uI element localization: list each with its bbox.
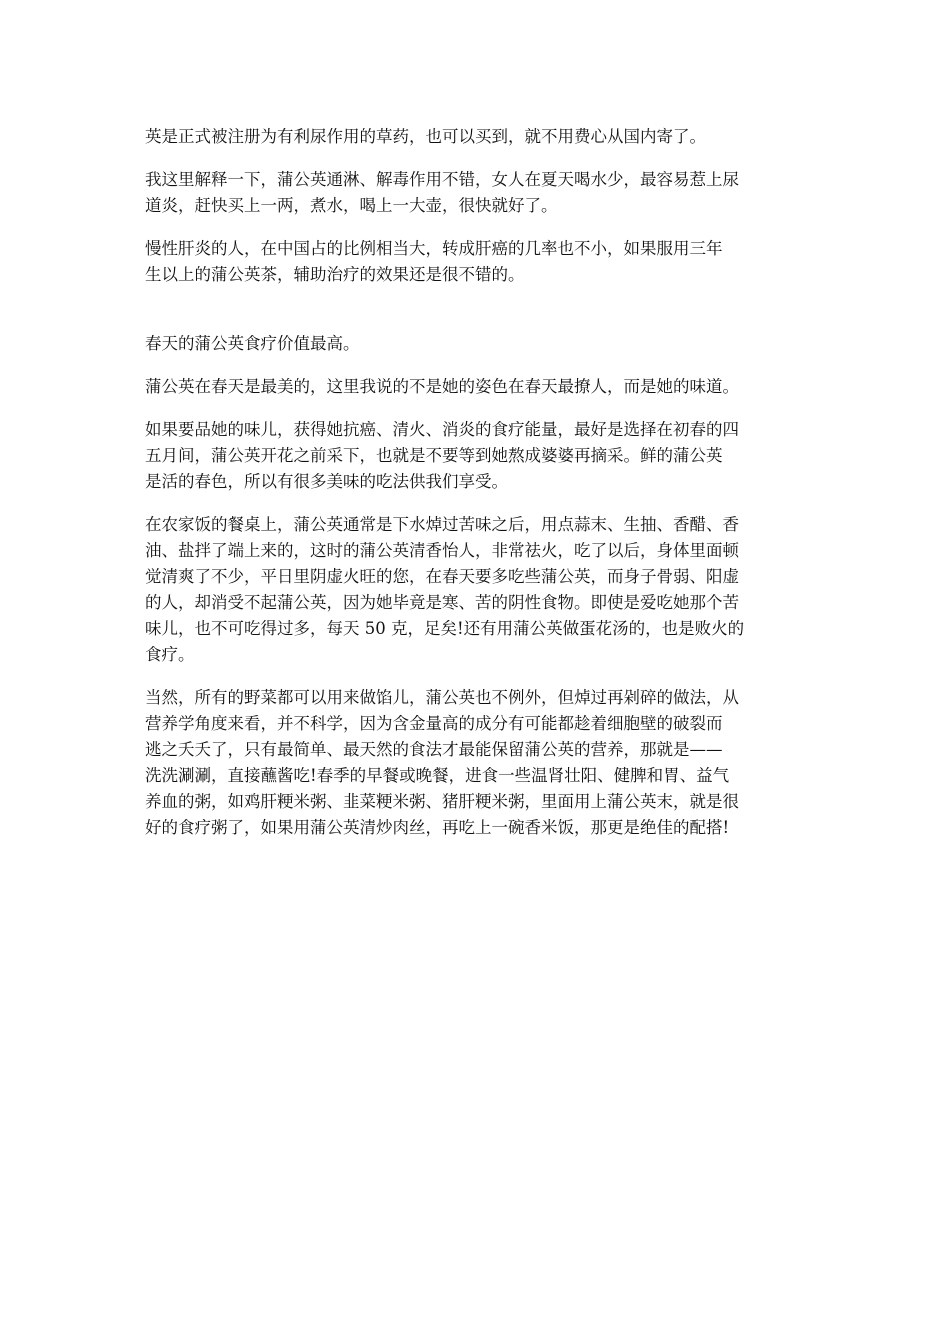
paragraph-7: 当然，所有的野菜都可以用来做馅儿，蒲公英也不例外，但焯过再剁碎的做法，从 营养学角度来看，并不科学，因为含金量高的成分有可能都趁着细胞壁的破裂而 逃之夭夭了，只有最简单、最天然的食法才最能保留蒲公英的营养，那就是—— 洗洗涮涮，直接蘸酱吃!春季的早餐或晚餐，进食一些温肾壮阳、健脾和胃、益气 养血的粥，如鸡肝粳米粥、韭菜粳米粥、猪肝粳米粥，里面用上蒲公英末，就是很 好的食疗粥了，如果用蒲公英清炒肉丝，再吃上一碗香米饭，那更是绝佳的配搭!: [145, 688, 739, 837]
paragraph-3: 慢性肝炎的人，在中国占的比例相当大，转成肝癌的几率也不小，如果服用三年 生以上的蒲公英茶，辅助治疗的效果还是很不错的。: [145, 239, 723, 284]
paragraph-1: 英是正式被注册为有利尿作用的草药，也可以买到，就不用费心从国内寄了。: [145, 127, 706, 146]
paragraph-2: 我这里解释一下，蒲公英通淋、解毒作用不错，女人在夏天喝水少，最容易惹上尿 道炎，赶快买上一两，煮水，喝上一大壶，很快就好了。: [145, 170, 739, 215]
document-body: [145, 124, 820, 858]
section-heading: 春天的蒲公英食疗价值最高。: [145, 334, 360, 353]
paragraph-4: 蒲公英在春天是最美的，这里我说的不是她的姿色在春天最撩人，而是她的味道。: [145, 377, 739, 396]
paragraph-5: 如果要品她的味儿，获得她抗癌、清火、消炎的食疗能量，最好是选择在初春的四 五月间，蒲公英开花之前采下，也就是不要等到她熬成婆婆再摘采。鲜的蒲公英 是活的春色，所以有很多美味的吃法供我们享受。: [145, 420, 739, 491]
paragraph-6: 在农家饭的餐桌上，蒲公英通常是下水焯过苦味之后，用点蒜末、生抽、香醋、香 油、盐拌了端上来的，这时的蒲公英清香怡人，非常祛火，吃了以后，身体里面顿 觉清爽了不少，平日里阴虚火旺的您，在春天要多吃些蒲公英，而身子骨弱、阳虚 的人，却消受不起蒲公英，因为她毕竟是寒、苦的阴性食物。即使是爱吃她那个苦 味儿，也不可吃得过多，每天 50 克，足矣!还有用蒲公英做蛋花汤的，也是败火的 食疗。: [145, 515, 745, 664]
